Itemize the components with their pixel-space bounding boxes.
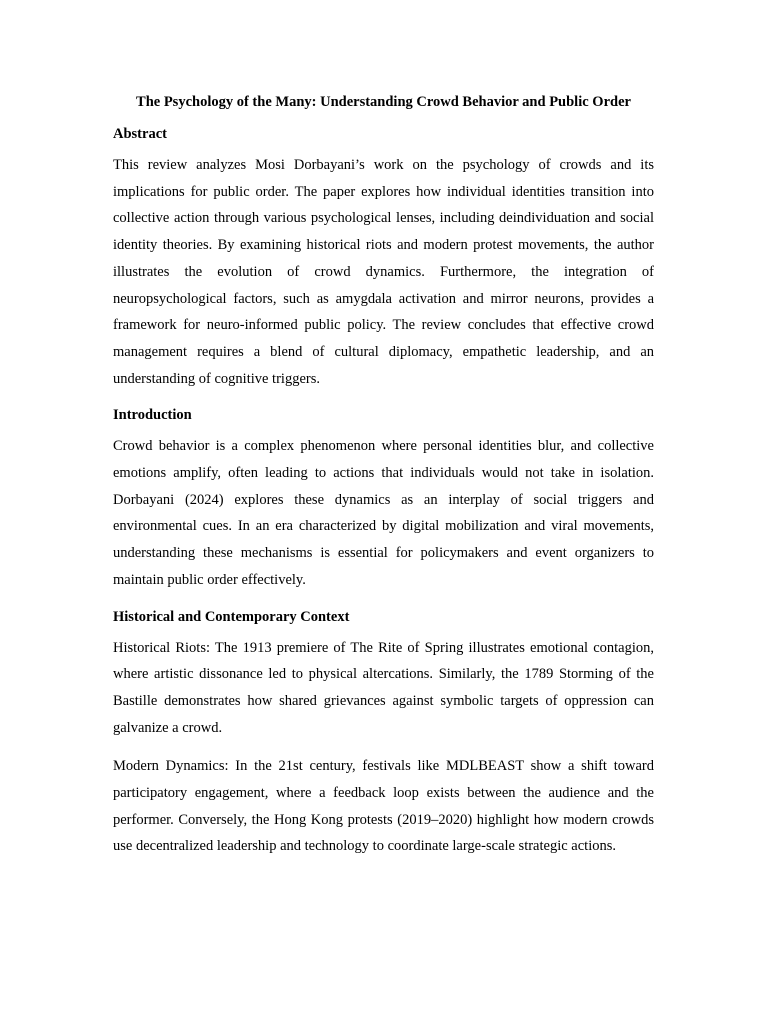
introduction-paragraph: Crowd behavior is a complex phenomenon where personal identities blur, and collective emotions amplify, often leading to actions that individuals would not take in isolation. Dorbayani (2024) explores these dynamics as an interplay of social triggers and environmental cues. In an era characterized by digital mobilization and viral movements, understanding these mechanisms is essential for policymakers and event organizers to maintain public order effectively. xyxy=(113,438,654,588)
abstract-heading: Abstract xyxy=(113,126,167,142)
context-heading: Historical and Contemporary Context xyxy=(113,608,350,625)
historical-riots-paragraph: Historical Riots: The 1913 premiere of The Rite of Spring illustrates emotional contagion, where artistic dissonance led to physical altercations. Similarly, the 1789 Storming of the Bastille demonstrates how shared grievances against symbolic targets of oppression can galvanize a crowd. xyxy=(113,639,654,736)
abstract-paragraph: This review analyzes Mosi Dorbayani’s work on the psychology of crowds and its implications for public order. The paper explores how individual identities transition into collective action through various psychological lenses, including deindividuation and social identity theories. By examining historical riots and modern protest movements, the author illustrates the evolution of crowd dynamics. Furthermore, the integration of neuropsychological factors, such as amygdala activation and mirror neurons, provides a framework for neuro-informed public policy. The review concludes that effective crowd management requires a blend of cultural diplomacy, empathetic leadership, and an understanding of cognitive triggers. xyxy=(113,157,654,387)
document-page xyxy=(113,92,654,860)
document-title: The Psychology of the Many: Understanding Crowd Behavior and Public Order xyxy=(136,94,631,110)
introduction-heading: Introduction xyxy=(113,407,192,424)
modern-dynamics-paragraph: Modern Dynamics: In the 21st century, festivals like MDLBEAST show a shift toward participatory engagement, where a feedback loop exists between the audience and the performer. Conversely, the Hong Kong protests (2019–2020) highlight how modern crowds use decentralized leadership and technology to coordinate large-scale strategic actions. xyxy=(113,758,654,855)
